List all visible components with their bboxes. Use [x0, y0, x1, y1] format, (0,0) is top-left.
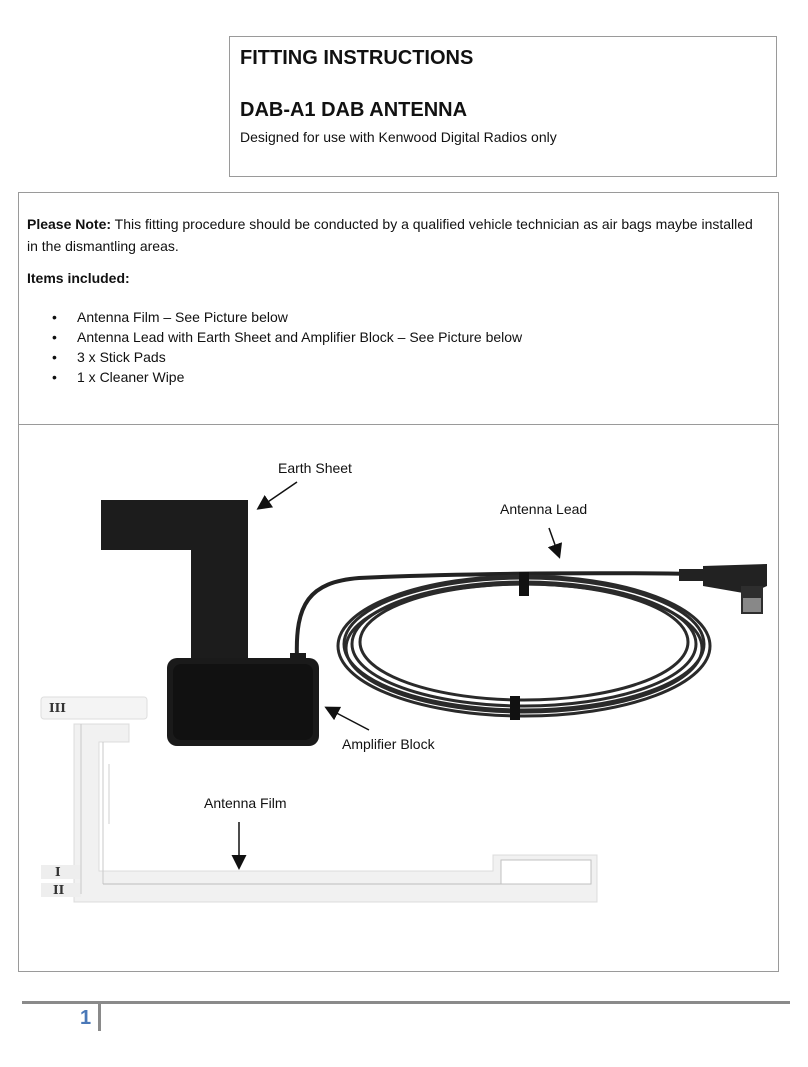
- antenna-film-label: Antenna Film: [204, 795, 287, 811]
- amplifier-block: [167, 653, 319, 746]
- list-item: [19, 307, 522, 327]
- amplifier-block-label: Amplifier Block: [342, 736, 435, 752]
- bullet-icon: •: [52, 329, 57, 345]
- notes-section: [18, 192, 779, 425]
- document-title: FITTING INSTRUCTIONS: [240, 47, 474, 69]
- earth-sheet-label: Earth Sheet: [278, 460, 352, 476]
- please-note-text: This fitting procedure should be conducted by a qualified vehicle technician as air bags maybe installed in the dismantling areas.: [27, 216, 753, 254]
- title-box: [229, 36, 777, 177]
- tab-label-i: I: [55, 865, 61, 879]
- page-number: 1: [80, 1007, 92, 1029]
- tab-label-iii: III: [49, 701, 66, 715]
- antenna-lead-coil: [338, 576, 710, 716]
- product-figure: [18, 424, 779, 972]
- product-title: DAB-A1 DAB ANTENNA: [240, 99, 468, 121]
- bullet-icon: •: [52, 369, 57, 385]
- please-note: [27, 213, 767, 257]
- antenna-lead-arrow: [549, 528, 559, 556]
- bullet-icon: •: [52, 309, 57, 325]
- list-item: [19, 367, 522, 387]
- please-note-label: Please Note:: [27, 216, 112, 232]
- bullet-icon: •: [52, 349, 57, 365]
- list-item-text: Antenna Film – See Picture below: [77, 309, 288, 325]
- earth-sheet-arrow: [259, 482, 297, 508]
- list-item: [19, 327, 522, 347]
- earth-sheet: [101, 500, 248, 662]
- amplifier-block-arrow: [327, 708, 369, 730]
- product-subtitle: Designed for use with Kenwood Digital Radios only: [240, 129, 557, 145]
- antenna-illustration: [19, 424, 780, 972]
- list-item: [19, 347, 522, 367]
- antenna-connector: [679, 564, 767, 614]
- antenna-lead-label: Antenna Lead: [500, 501, 588, 517]
- list-item-text: 3 x Stick Pads: [77, 349, 166, 365]
- items-list: [19, 307, 522, 387]
- list-item-text: Antenna Lead with Earth Sheet and Amplifier Block – See Picture below: [77, 329, 523, 345]
- tab-label-ii: II: [53, 883, 65, 897]
- list-item-text: 1 x Cleaner Wipe: [77, 369, 185, 385]
- items-heading: Items included:: [27, 270, 130, 286]
- page-number-divider: [98, 1004, 101, 1031]
- footer-rule: [22, 1001, 790, 1004]
